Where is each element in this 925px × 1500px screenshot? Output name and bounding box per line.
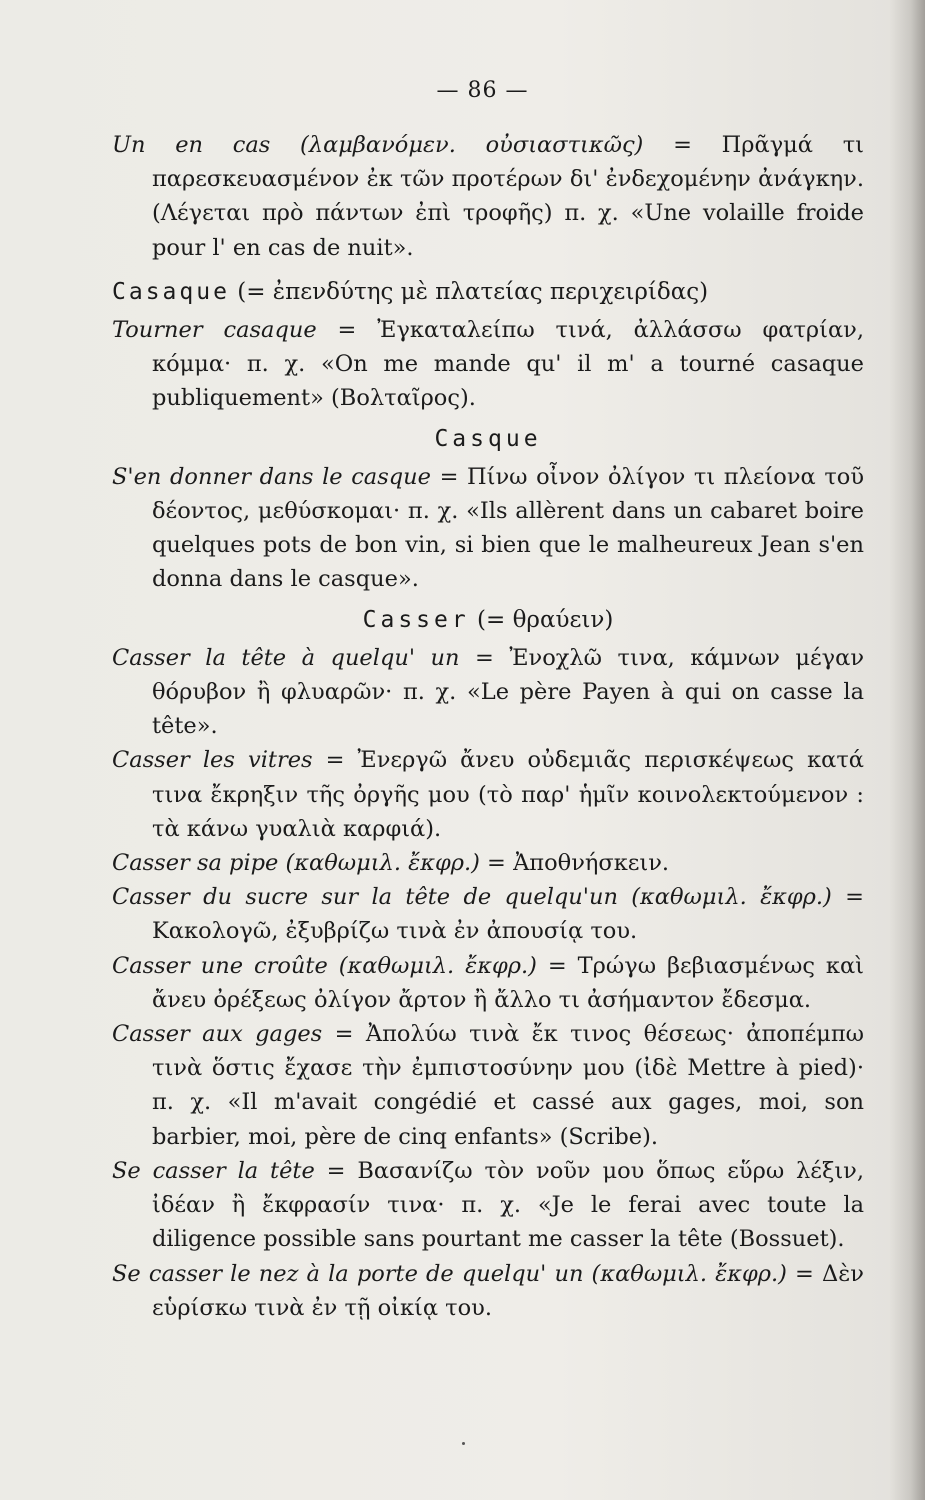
entry-term: Tourner casaque	[112, 317, 317, 344]
entry-casser-sa-pipe	[112, 846, 864, 880]
headword-casaque	[112, 275, 864, 309]
entry-casser-une-croute	[112, 949, 864, 1017]
entry-term: Casser une croûte (καθωμιλ. ἔκφρ.)	[112, 952, 537, 979]
entry-se-casser-la-tete	[112, 1154, 864, 1257]
entry-term: Se casser le nez à la porte de quelqu' un (καθωμιλ. ἔκφρ.)	[112, 1260, 787, 1287]
entry-definition: = Πίνω οἶνον ὀλίγον τι πλείονα τοῦ δέοντος, μεθύσκομαι· π. χ. «Ils allèrent dans un cabaret boire quelques pots de bon vin, si bien que le malheureux Jean s'en donna dans le casque».	[152, 463, 865, 593]
entry-definition: = Ἀποθνήσκειν.	[479, 850, 670, 877]
entry-casser-du-sucre	[112, 880, 864, 948]
entry-term: Un en cas (λαμβανόμεν. οὐσιαστικῶς)	[112, 132, 644, 158]
dictionary-content	[112, 128, 864, 1325]
headword-casser	[112, 603, 864, 637]
entry-term: Casser sa pipe (καθωμιλ. ἔκφρ.)	[112, 850, 480, 877]
entry-term: S'en donner dans le casque	[112, 463, 431, 490]
entry-term: Casser aux gages	[112, 1021, 323, 1048]
entry-tourner-casaque	[112, 313, 864, 416]
entry-definition: = Κακολογῶ, ἐξυβρίζω τινὰ ἐν ἀπουσίᾳ του.	[152, 884, 864, 945]
entry-definition: = Ἐνοχλῶ τινα, κάμνων μέγαν θόρυβον ἢ φλυαρῶν· π. χ. «Le père Payen à qui on casse la tête».	[152, 644, 865, 740]
entry-definition: = Δὲν εὑρίσκω τινὰ ἐν τῇ οἰκίᾳ του.	[152, 1260, 864, 1321]
entry-term: Casser les vitres	[112, 747, 313, 774]
entry-term: Se casser la tête	[112, 1157, 315, 1184]
entry-sen-donner-dans-le-casque	[112, 460, 864, 597]
entry-casser-aux-gages	[112, 1017, 864, 1154]
entry-definition: = Πρᾶγμά τι παρεσκευασμένον ἐκ τῶν προτέρων δι' ἐνδεχομένην ἀνάγκην. (Λέγεται πρὸ πάντων ἐπὶ τροφῆς) π. χ. «Une volaille froide pour l' en cas de nuit».	[152, 132, 864, 261]
headword-gloss: (= ἐπενδύτης μὲ πλατείας περιχειρίδας)	[229, 278, 709, 305]
entry-definition: = Ἐγκαταλείπω τινά, ἀλλάσσω φατρίαν, κόμμα· π. χ. «On me mande qu' il m' a tourné casaque publiquement» (Βολταῖρος).	[152, 317, 864, 412]
entry-casser-les-vitres	[112, 743, 864, 846]
headword: Casque	[434, 425, 542, 452]
entry-term: Casser du sucre sur la tête de quelqu'un (καθωμιλ. ἔκφρ.)	[112, 884, 832, 911]
entry-definition: = Ἐνεργῶ ἄνευ οὐδεμιᾶς περισκέψεως κατά τινα ἔκρηξιν τῆς ὀργῆς μου (τὸ παρ' ἡμῖν κοινολεκτούμενον : τὰ κάνω γυαλιὰ καρφιά).	[152, 747, 864, 842]
headword: Casser	[362, 606, 470, 633]
entry-term: Casser la tête à quelqu' un	[112, 644, 460, 671]
headword: Casaque	[112, 278, 230, 305]
ink-speck	[462, 1442, 465, 1445]
entry-un-en-cas	[112, 128, 864, 265]
entry-definition: = Τρώγω βεβιασμένως καὶ ἄνευ ὀρέξεως ὀλίγον ἄρτον ἢ ἄλλο τι ἀσήμαντον ἔδεσμα.	[152, 952, 865, 1013]
headword-gloss: (= θραύειν)	[469, 606, 614, 633]
entry-casser-la-tete	[112, 641, 864, 744]
entry-definition: = Βασανίζω τὸν νοῦν μου ὅπως εὕρω λέξιν, ἰδέαν ἢ ἔκφρασίν τινα· π. χ. «Je le ferai avec toute la diligence possible sans pourtant me casser la tête (Bossuet).	[152, 1157, 864, 1253]
page-number: — 86 —	[436, 78, 529, 103]
page-edge-shadow	[889, 0, 925, 1500]
headword-casque	[112, 422, 864, 456]
entry-definition: = Ἀπολύω τινὰ ἔκ τινος θέσεως· ἀποπέμπω τινὰ ὅστις ἔχασε τὴν ἐμπιστοσύνην μου (ἰδὲ Mettre à pied)· π. χ. «Il m'avait congédié et cassé aux gages, moi, son barbier, moi, père de cinq enfants» (Scribe).	[152, 1021, 864, 1150]
entry-se-casser-le-nez	[112, 1257, 864, 1325]
